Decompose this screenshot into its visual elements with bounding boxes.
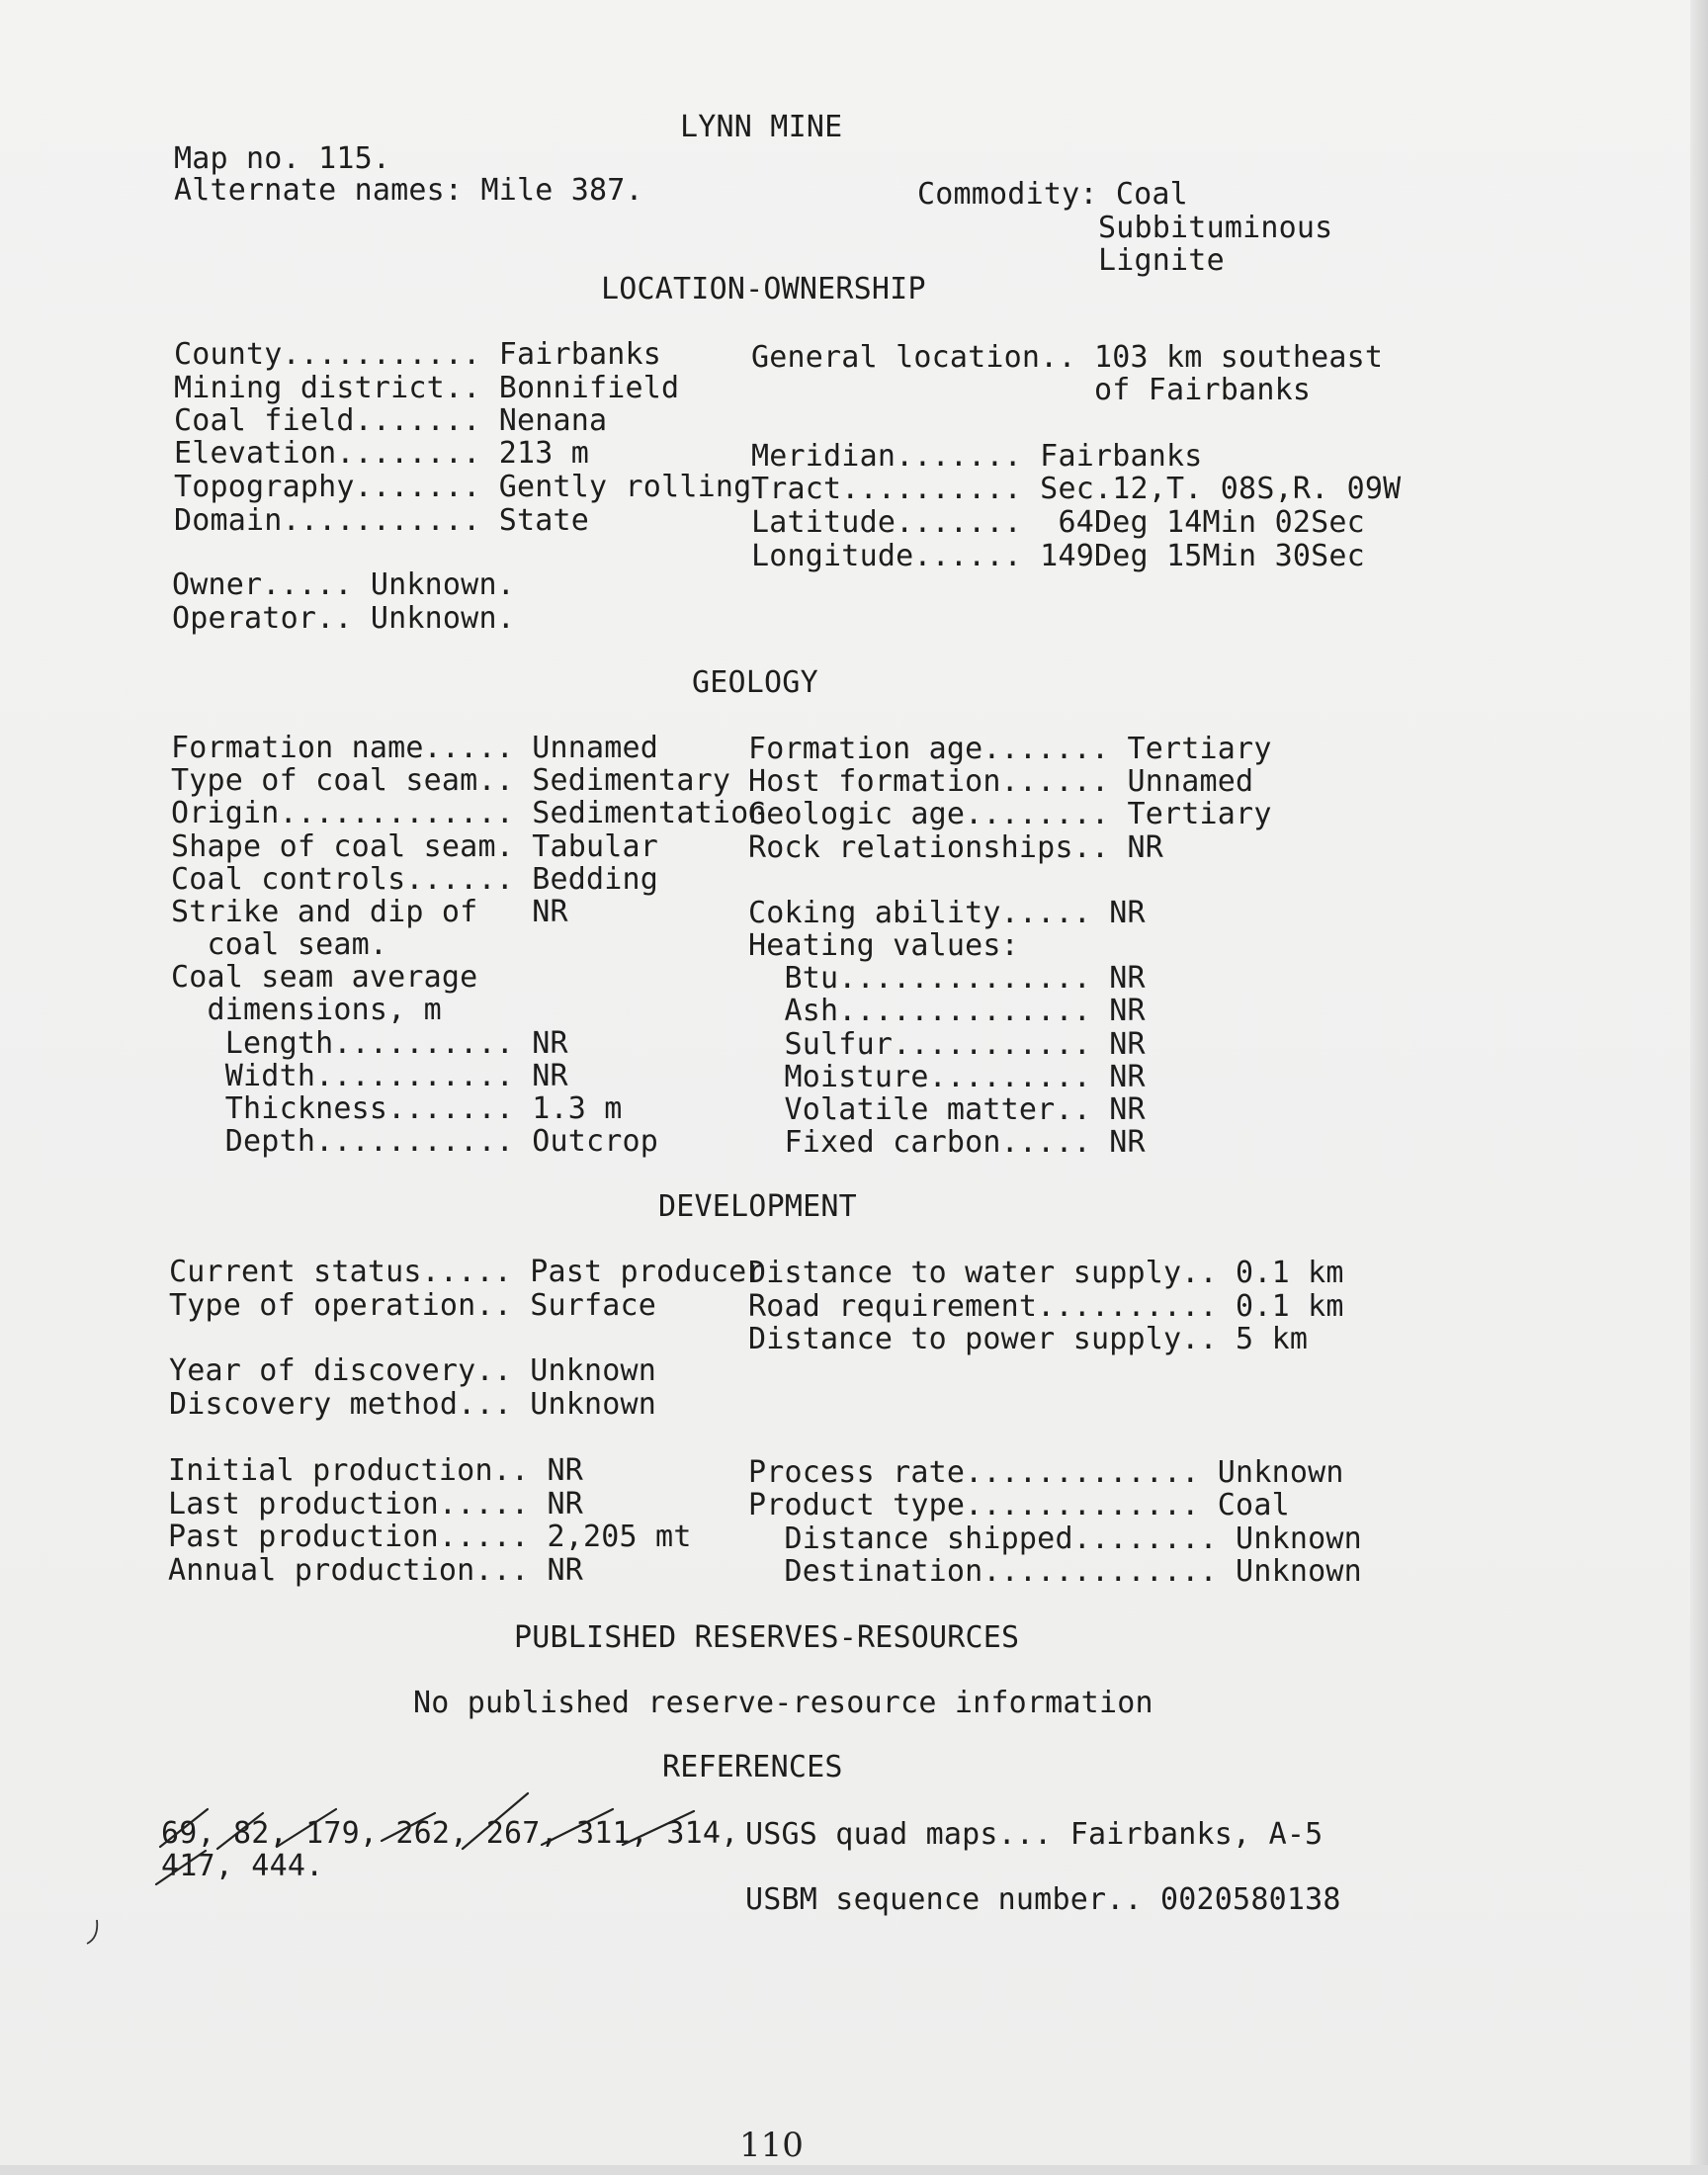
geology-right-row: Fixed carbon..... NR <box>748 1125 1146 1160</box>
reference-list-line1: 69, 82, 179, 262, 267, 311, 314, <box>161 1816 739 1851</box>
geology-right-row: Volatile matter.. NR <box>748 1092 1146 1127</box>
reserves-text: No published reserve-resource information <box>413 1686 1153 1720</box>
page-number: 110 <box>739 2126 804 2165</box>
owner-row: Owner..... Unknown. <box>172 567 515 602</box>
scan-edge <box>1690 0 1708 2175</box>
section-references: REFERENCES <box>662 1750 843 1784</box>
production-row: Annual production... NR <box>168 1553 584 1588</box>
scan-edge-bottom <box>0 2165 1708 2175</box>
geology-row: Type of coal seam.. Sedimentary <box>171 763 731 798</box>
usbm-sequence-number: USBM sequence number.. 0020580138 <box>745 1882 1341 1917</box>
development-row: Current status..... Past producer <box>169 1255 765 1289</box>
production-right-row: Distance shipped........ Unknown <box>748 1522 1362 1556</box>
location-row: Coal field....... Nenana <box>174 403 608 438</box>
alternate-names: Alternate names: Mile 387. <box>174 173 643 208</box>
geology-row: Thickness....... 1.3 m <box>171 1091 623 1126</box>
location-right-row: Meridian....... Fairbanks <box>751 439 1203 474</box>
geology-row: coal seam. <box>171 927 388 962</box>
reference-list-line2: 417, 444. <box>161 1849 324 1883</box>
production-right-row: Destination............. Unknown <box>748 1554 1362 1589</box>
document-title: LYNN MINE <box>680 110 843 144</box>
geology-right-row: Sulfur........... NR <box>748 1027 1146 1062</box>
pen-mark <box>83 1918 103 1948</box>
general-location-cont: of Fairbanks <box>751 373 1312 407</box>
location-row: Mining district.. Bonnifield <box>174 371 680 405</box>
geology-right-row: Moisture......... NR <box>748 1060 1146 1094</box>
production-row: Initial production.. NR <box>168 1453 584 1488</box>
geology-right-row: Geologic age........ Tertiary <box>748 797 1272 831</box>
location-row: Domain........... State <box>174 503 590 538</box>
geology-right-row: Rock relationships.. NR <box>748 830 1164 865</box>
section-geology: GEOLOGY <box>692 665 818 700</box>
development-row: Year of discovery.. Unknown <box>169 1353 657 1388</box>
operator-row: Operator.. Unknown. <box>172 601 515 636</box>
geology-right-row: Btu.............. NR <box>748 961 1146 996</box>
handwritten-strikes <box>148 1789 702 1898</box>
general-location: General location.. 103 km southeast <box>751 340 1384 375</box>
production-row: Past production..... 2,205 mt <box>168 1520 692 1554</box>
development-right-row: Road requirement.......... 0.1 km <box>748 1289 1344 1324</box>
geology-row: Length.......... NR <box>171 1026 568 1061</box>
production-right-row: Process rate............. Unknown <box>748 1455 1344 1490</box>
development-right-row: Distance to water supply.. 0.1 km <box>748 1256 1344 1290</box>
location-right-row: Latitude....... 64Deg 14Min 02Sec <box>751 505 1365 540</box>
geology-right-row: Heating values: <box>748 928 1019 963</box>
geology-row: dimensions, m <box>171 993 442 1027</box>
geology-row: Formation name..... Unnamed <box>171 731 659 765</box>
location-right-row: Longitude...... 149Deg 15Min 30Sec <box>751 539 1365 573</box>
production-row: Last production..... NR <box>168 1487 584 1522</box>
location-row: Elevation........ 213 m <box>174 436 590 471</box>
development-row: Discovery method... Unknown <box>169 1387 657 1422</box>
development-row: Type of operation.. Surface <box>169 1288 657 1323</box>
commodity-label: Commodity: Coal <box>917 177 1188 212</box>
geology-right-row: Host formation...... Unnamed <box>748 764 1254 799</box>
section-location-ownership: LOCATION-OWNERSHIP <box>601 272 926 306</box>
commodity-lignite: Lignite <box>1098 243 1225 278</box>
geology-row: Strike and dip of NR <box>171 895 568 929</box>
usgs-quad-maps: USGS quad maps... Fairbanks, A-5 <box>745 1817 1324 1852</box>
location-row: County........... Fairbanks <box>174 337 662 372</box>
location-row: Topography....... Gently rolling <box>174 470 752 504</box>
geology-right-row: Ash.............. NR <box>748 994 1146 1028</box>
geology-row: Width........... NR <box>171 1059 568 1093</box>
commodity-subbituminous: Subbituminous <box>1098 211 1333 245</box>
geology-right-row: Coking ability..... NR <box>748 896 1146 930</box>
geology-row: Depth........... Outcrop <box>171 1124 659 1159</box>
geology-row: Coal seam average <box>171 960 478 995</box>
geology-row: Origin............. Sedimentation <box>171 796 767 830</box>
map-number: Map no. 115. <box>174 141 391 176</box>
geology-row: Shape of coal seam. Tabular <box>171 829 659 864</box>
section-development: DEVELOPMENT <box>658 1189 857 1224</box>
development-right-row: Distance to power supply.. 5 km <box>748 1322 1309 1356</box>
geology-row: Coal controls...... Bedding <box>171 862 659 897</box>
section-reserves: PUBLISHED RESERVES-RESOURCES <box>514 1620 1020 1655</box>
geology-right-row: Formation age....... Tertiary <box>748 732 1272 766</box>
production-right-row: Product type............. Coal <box>748 1488 1290 1522</box>
location-right-row: Tract.......... Sec.12,T. 08S,R. 09W <box>751 472 1402 506</box>
